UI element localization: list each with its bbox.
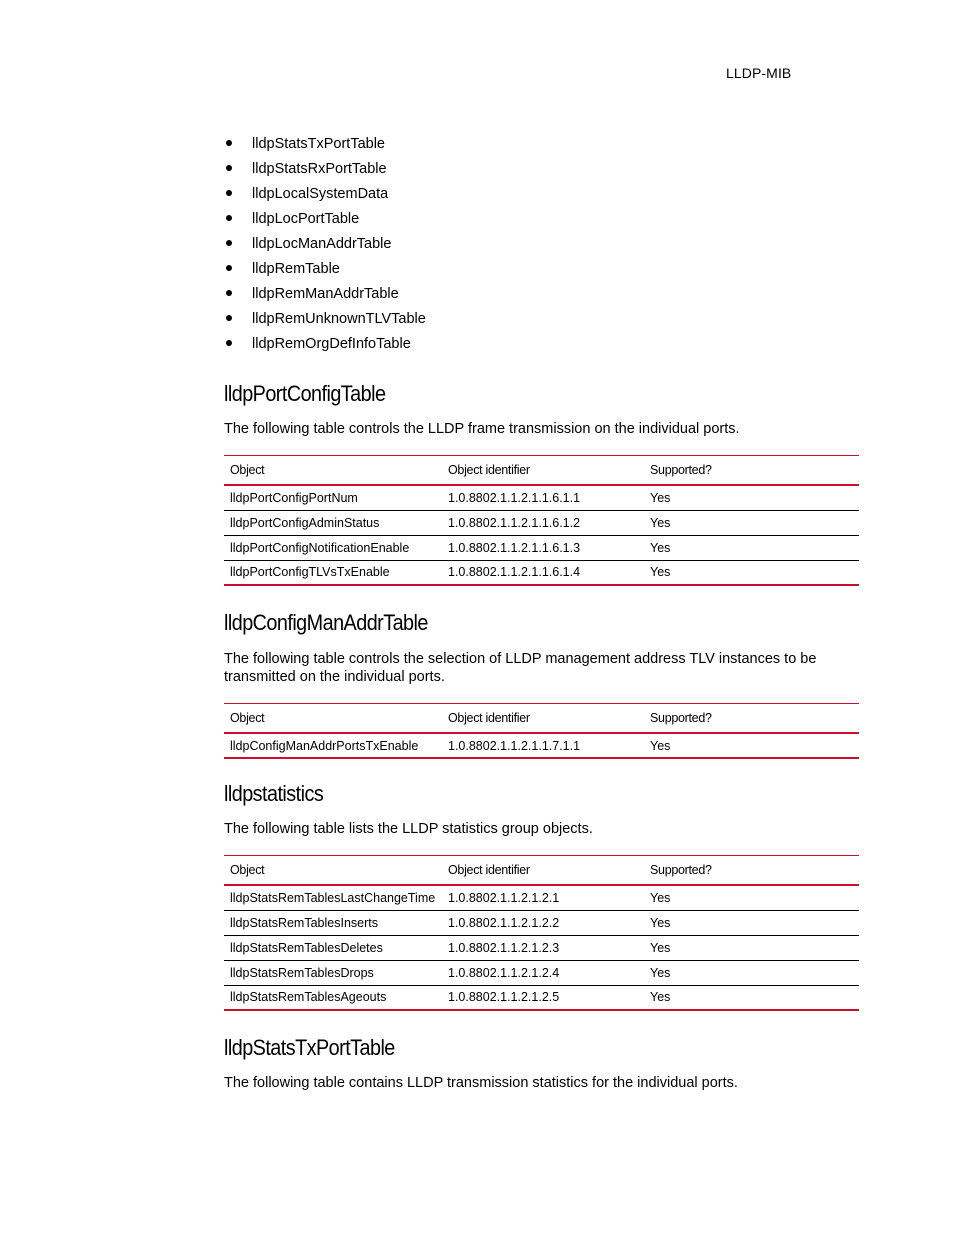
cell-object: lldpStatsRemTablesDeletes: [230, 940, 383, 955]
section-heading: lldpPortConfigTable: [224, 381, 386, 406]
column-header-supported: Supported?: [650, 863, 712, 877]
table-row: [224, 535, 859, 560]
column-header-identifier: Object identifier: [448, 863, 530, 877]
list-item: [224, 284, 426, 309]
running-header: LLDP-MIB: [726, 65, 792, 81]
cell-identifier: 1.0.8802.1.1.2.1.1.6.1.4: [448, 565, 581, 580]
list-item: [224, 334, 426, 359]
cell-object: lldpStatsRemTablesDrops: [230, 965, 374, 980]
bullet-icon: [226, 265, 232, 271]
bullet-icon: [226, 215, 232, 221]
table-row: [224, 910, 859, 935]
table-header-row: [224, 704, 859, 734]
list-item: [224, 234, 426, 259]
section-lldp-config-man-addr-table: [224, 608, 859, 759]
section-intro: The following table lists the LLDP statistics group objects.: [224, 821, 593, 837]
list-item-label: lldpLocalSystemData: [252, 186, 389, 202]
cell-supported: Yes: [650, 990, 671, 1005]
cell-identifier: 1.0.8802.1.1.2.1.2.4: [448, 965, 560, 980]
cell-identifier: 1.0.8802.1.1.2.1.1.6.1.1: [448, 490, 581, 505]
section-heading: lldpConfigManAddrTable: [224, 610, 428, 635]
list-item: [224, 134, 426, 159]
cell-supported: Yes: [650, 915, 671, 930]
bullet-icon: [226, 140, 232, 146]
cell-object: lldpPortConfigPortNum: [230, 490, 358, 505]
cell-supported: Yes: [650, 940, 671, 955]
section-lldp-stats-tx-port-table: [224, 1033, 859, 1092]
list-item-label: lldpLocManAddrTable: [252, 236, 392, 252]
table-row: [224, 985, 859, 1010]
cell-identifier: 1.0.8802.1.1.2.1.2.2: [448, 915, 560, 930]
cell-identifier: 1.0.8802.1.1.2.1.1.6.1.3: [448, 540, 581, 555]
column-header-object: Object: [230, 863, 265, 877]
cell-object: lldpConfigManAddrPortsTxEnable: [230, 738, 419, 753]
section-lldp-statistics: [224, 779, 859, 1011]
cell-supported: Yes: [650, 890, 671, 905]
cell-supported: Yes: [650, 540, 671, 555]
section-intro: The following table controls the selection of LLDP management address TLV instances to be transmitted on the individual ports.: [224, 651, 817, 685]
list-item-label: lldpStatsTxPortTable: [252, 136, 385, 152]
column-header-identifier: Object identifier: [448, 711, 530, 725]
list-item: [224, 309, 426, 334]
table-row: [224, 935, 859, 960]
cell-identifier: 1.0.8802.1.1.2.1.1.7.1.1: [448, 738, 581, 753]
object-table: [224, 703, 859, 759]
bullet-icon: [226, 165, 232, 171]
bullet-icon: [226, 240, 232, 246]
table-row: [224, 885, 859, 910]
section-intro: The following table controls the LLDP frame transmission on the individual ports.: [224, 421, 740, 437]
cell-object: lldpPortConfigTLVsTxEnable: [230, 565, 390, 580]
bullet-icon: [226, 190, 232, 196]
bullet-icon: [226, 315, 232, 321]
list-item-label: lldpStatsRxPortTable: [252, 161, 387, 177]
cell-object: lldpStatsRemTablesInserts: [230, 915, 378, 930]
bullet-icon: [226, 290, 232, 296]
section-intro: The following table contains LLDP transmission statistics for the individual ports.: [224, 1075, 738, 1091]
cell-object: lldpStatsRemTablesAgeouts: [230, 990, 387, 1005]
section-heading: lldpstatistics: [224, 781, 324, 806]
table-row: [224, 560, 859, 585]
cell-supported: Yes: [650, 738, 671, 753]
cell-object: lldpPortConfigAdminStatus: [230, 515, 380, 530]
cell-identifier: 1.0.8802.1.1.2.1.2.3: [448, 940, 560, 955]
column-header-supported: Supported?: [650, 463, 712, 477]
list-item: [224, 259, 426, 284]
column-header-identifier: Object identifier: [448, 463, 530, 477]
cell-object: lldpPortConfigNotificationEnable: [230, 540, 410, 555]
cell-supported: Yes: [650, 490, 671, 505]
table-row: [224, 960, 859, 985]
section-lldp-port-config-table: [224, 379, 859, 586]
table-header-row: [224, 856, 859, 886]
column-header-supported: Supported?: [650, 711, 712, 725]
list-item-label: lldpRemOrgDefInfoTable: [252, 336, 411, 352]
list-item-label: lldpRemTable: [252, 261, 340, 277]
list-item-label: lldpLocPortTable: [252, 211, 360, 227]
column-header-object: Object: [230, 711, 265, 725]
list-item: [224, 209, 426, 234]
table-row: [224, 485, 859, 510]
list-item: [224, 159, 426, 184]
cell-object: lldpStatsRemTablesLastChangeTime: [230, 890, 436, 905]
cell-identifier: 1.0.8802.1.1.2.1.1.6.1.2: [448, 515, 581, 530]
cell-supported: Yes: [650, 565, 671, 580]
table-row: [224, 733, 859, 758]
cell-identifier: 1.0.8802.1.1.2.1.2.1: [448, 890, 560, 905]
cell-supported: Yes: [650, 515, 671, 530]
list-item-label: lldpRemManAddrTable: [252, 286, 399, 302]
table-row: [224, 510, 859, 535]
cell-supported: Yes: [650, 965, 671, 980]
list-item: [224, 184, 426, 209]
bullet-icon: [226, 340, 232, 346]
column-header-object: Object: [230, 463, 265, 477]
object-table: [224, 855, 859, 1011]
mib-table-list: [224, 134, 426, 359]
section-heading: lldpStatsTxPortTable: [224, 1035, 395, 1060]
object-table: [224, 455, 859, 586]
cell-identifier: 1.0.8802.1.1.2.1.2.5: [448, 990, 560, 1005]
table-header-row: [224, 456, 859, 486]
list-item-label: lldpRemUnknownTLVTable: [252, 311, 426, 327]
